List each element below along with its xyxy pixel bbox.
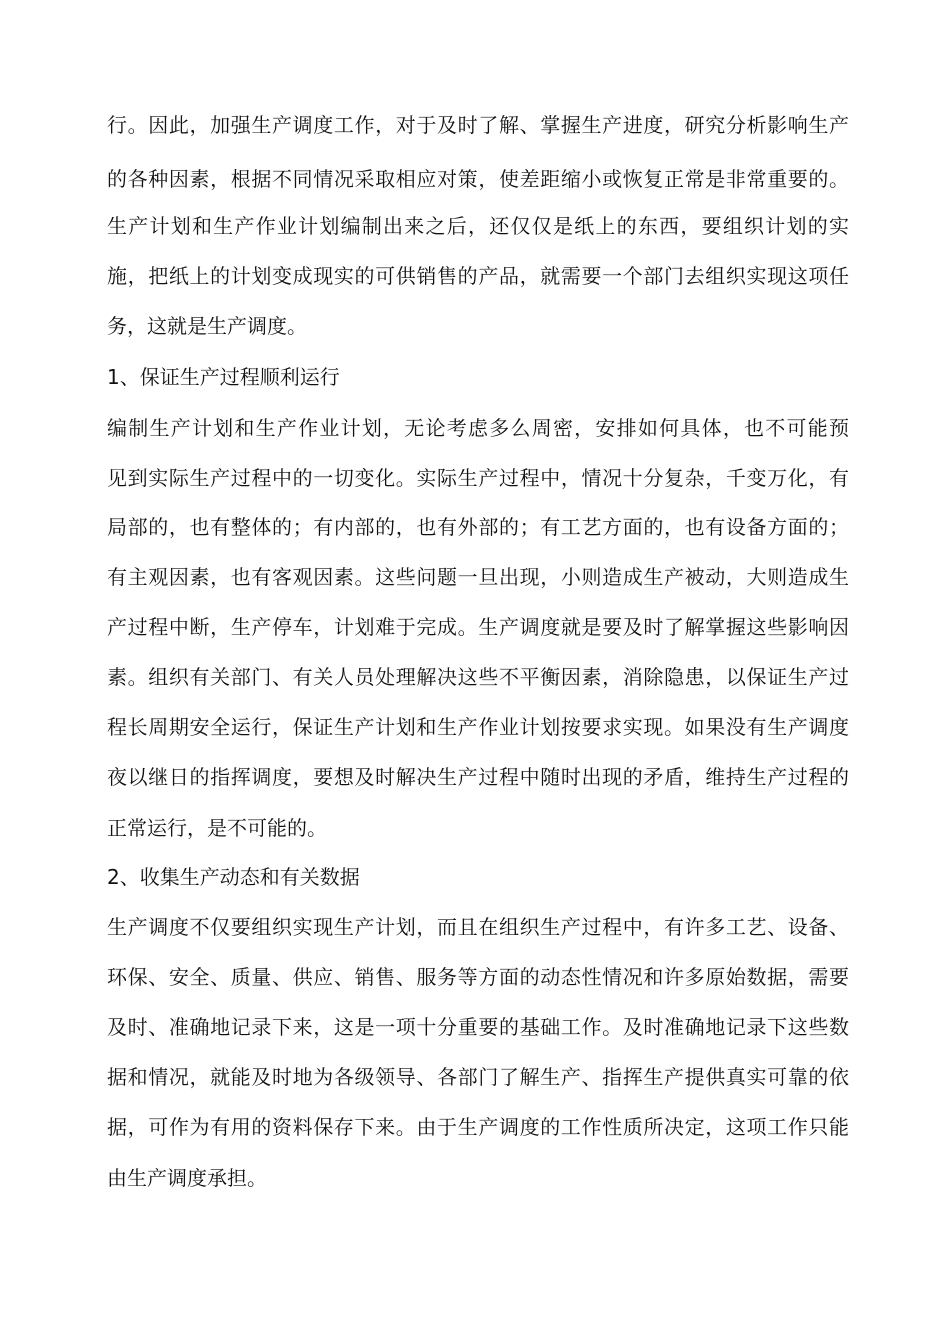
section-heading: 1、保证生产过程顺利运行 xyxy=(107,365,340,389)
text-line: 局部的，也有整体的；有内部的，也有外部的；有工艺方面的，也有设备方面的； xyxy=(107,515,849,539)
text-line: 产过程中断，生产停车，计划难于完成。生产调度就是要及时了解掌握这些影响因 xyxy=(107,615,849,639)
text-line: 的各种因素，根据不同情况采取相应对策，使差距缩小或恢复正常是非常重要的。 xyxy=(107,167,849,191)
text-line: 据，可作为有用的资料保存下来。由于生产调度的工作性质所决定，这项工作只能 xyxy=(107,1115,849,1139)
text-line: 生产调度不仅要组织实现生产计划，而且在组织生产过程中，有许多工艺、设备、 xyxy=(107,915,849,939)
text-line: 夜以继日的指挥调度，要想及时解决生产过程中随时出现的矛盾，维持生产过程的 xyxy=(107,765,849,789)
text-line: 务，这就是生产调度。 xyxy=(107,314,307,338)
text-line: 正常运行，是不可能的。 xyxy=(107,816,327,840)
text-line: 编制生产计划和生产作业计划，无论考虑多么周密，安排如何具体，也不可能预 xyxy=(107,416,849,440)
text-line: 有主观因素，也有客观因素。这些问题一旦出现，小则造成生产被动，大则造成生 xyxy=(107,565,849,589)
text-line: 由生产调度承担。 xyxy=(107,1166,267,1190)
section-heading: 2、收集生产动态和有关数据 xyxy=(107,865,360,889)
text-line: 行。因此，加强生产调度工作，对于及时了解、掌握生产进度，研究分析影响生产 xyxy=(107,113,849,137)
text-line: 施，把纸上的计划变成现实的可供销售的产品，就需要一个部门去组织实现这项任 xyxy=(107,264,849,288)
text-line: 见到实际生产过程中的一切变化。实际生产过程中，情况十分复杂，千变万化，有 xyxy=(107,466,849,490)
text-line: 据和情况，就能及时地为各级领导、各部门了解生产、指挥生产提供真实可靠的依 xyxy=(107,1065,849,1089)
text-line: 环保、安全、质量、供应、销售、服务等方面的动态性情况和许多原始数据，需要 xyxy=(107,965,849,989)
text-line: 素。组织有关部门、有关人员处理解决这些不平衡因素，消除隐患，以保证生产过 xyxy=(107,665,849,689)
text-line: 程长周期安全运行，保证生产计划和生产作业计划按要求实现。如果没有生产调度 xyxy=(107,715,849,739)
text-line: 生产计划和生产作业计划编制出来之后，还仅仅是纸上的东西，要组织计划的实 xyxy=(107,214,849,238)
text-line: 及时、准确地记录下来，这是一项十分重要的基础工作。及时准确地记录下这些数 xyxy=(107,1015,849,1039)
